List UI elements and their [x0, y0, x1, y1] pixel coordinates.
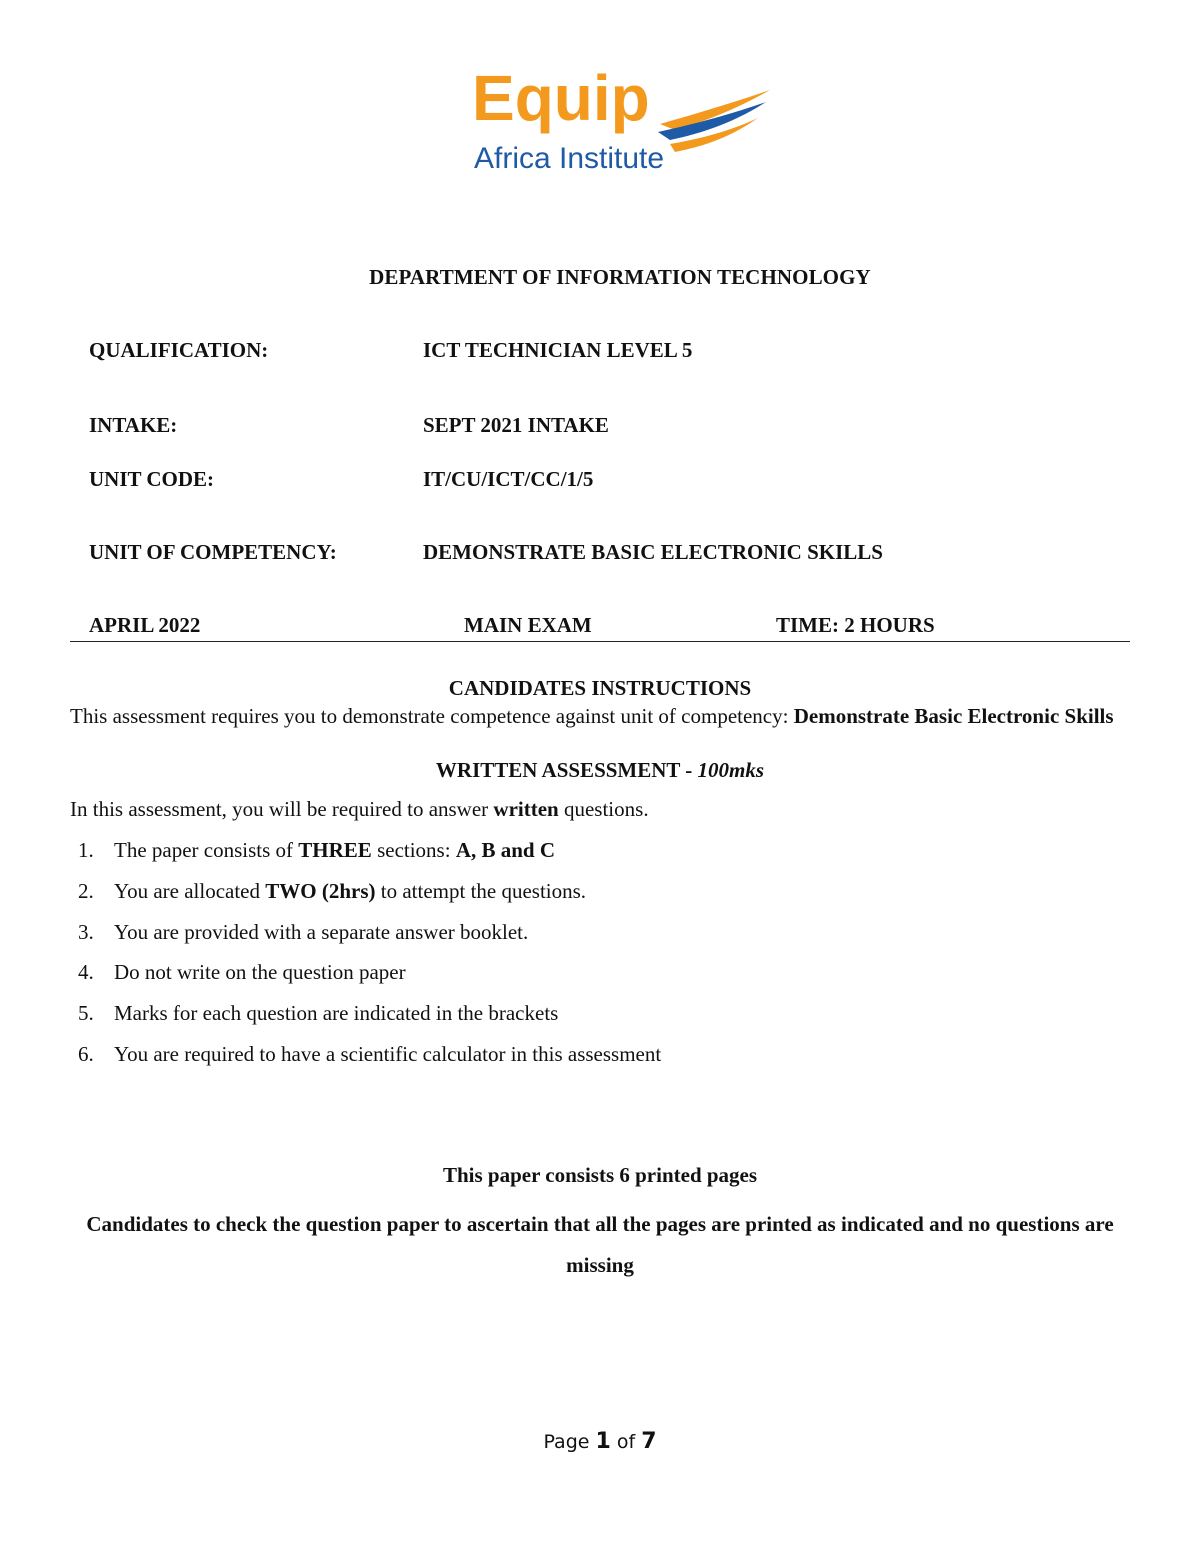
list-number: 3. [78, 920, 94, 944]
assessment-note-pre: In this assessment, you will be required to answer [70, 797, 494, 821]
written-title: WRITTEN ASSESSMENT - [435, 758, 698, 782]
list-number: 6. [78, 1042, 94, 1066]
list-item [78, 960, 406, 985]
list-text: to attempt the questions. [375, 879, 587, 903]
qualification-value: ICT TECHNICIAN LEVEL 5 [423, 338, 693, 362]
written-marks: 100mks [697, 758, 765, 782]
instructions-title: CANDIDATES INSTRUCTIONS [448, 676, 752, 700]
list-text: You are provided with a separate answer booklet. [114, 920, 529, 944]
assessment-note [70, 797, 649, 822]
list-text: sections: [371, 838, 456, 862]
page-number [0, 1429, 1200, 1454]
list-item [78, 1042, 661, 1067]
exam-date: APRIL 2022 [89, 613, 201, 637]
svg-text:Equip: Equip [472, 62, 650, 134]
svg-text:Africa Institute: Africa Institute [474, 142, 665, 175]
list-text: You are allocated [114, 879, 266, 903]
list-number: 2. [78, 879, 94, 903]
equip-africa-logo [470, 62, 775, 182]
list-bold: A, B and C [455, 838, 556, 862]
assessment-note-post: questions. [558, 797, 649, 821]
exam-duration: TIME: 2 HOURS [776, 613, 935, 637]
list-item [78, 879, 586, 904]
list-item [78, 920, 528, 945]
assessment-note-bold: written [493, 797, 559, 821]
list-bold: THREE [298, 838, 372, 862]
unit-code-label: UNIT CODE: [89, 467, 215, 491]
page-prefix: Page [543, 1431, 596, 1453]
list-bold: TWO (2hrs) [265, 879, 376, 903]
unit-code-value: IT/CU/ICT/CC/1/5 [423, 467, 594, 491]
list-number: 4. [78, 960, 94, 984]
department-heading: DEPARTMENT OF INFORMATION TECHNOLOGY [369, 265, 871, 289]
intake-label: INTAKE: [89, 413, 178, 437]
qualification-label: QUALIFICATION: [89, 338, 269, 362]
check-pages-note: Candidates to check the question paper to ascertain that all the pages are printed as indicated and no questions are missing [86, 1212, 1114, 1277]
exam-type: MAIN EXAM [464, 613, 592, 637]
intro-text: This assessment requires you to demonstrate competence against unit of competency: [70, 704, 794, 728]
list-text: The paper consists of [114, 838, 299, 862]
intro-unit-name: Demonstrate Basic Electronic Skills [793, 704, 1114, 728]
instructions-intro [70, 703, 1130, 730]
list-item [78, 1001, 558, 1026]
page-separator: of [610, 1431, 642, 1453]
unit-competency-label: UNIT OF COMPETENCY: [89, 540, 337, 564]
intake-value: SEPT 2021 INTAKE [423, 413, 609, 437]
printed-pages-note: This paper consists 6 printed pages [442, 1163, 758, 1187]
list-number: 5. [78, 1001, 94, 1025]
page-current: 1 [595, 1429, 611, 1454]
written-assessment-heading [0, 758, 1200, 783]
unit-competency-value: DEMONSTRATE BASIC ELECTRONIC SKILLS [423, 540, 883, 564]
list-text: Do not write on the question paper [114, 960, 406, 984]
header-divider [70, 641, 1130, 642]
list-text: Marks for each question are indicated in the brackets [114, 1001, 559, 1025]
list-item [78, 838, 555, 863]
list-text: You are required to have a scientific calculator in this assessment [114, 1042, 662, 1066]
page-total: 7 [641, 1429, 657, 1454]
list-number: 1. [78, 838, 94, 862]
